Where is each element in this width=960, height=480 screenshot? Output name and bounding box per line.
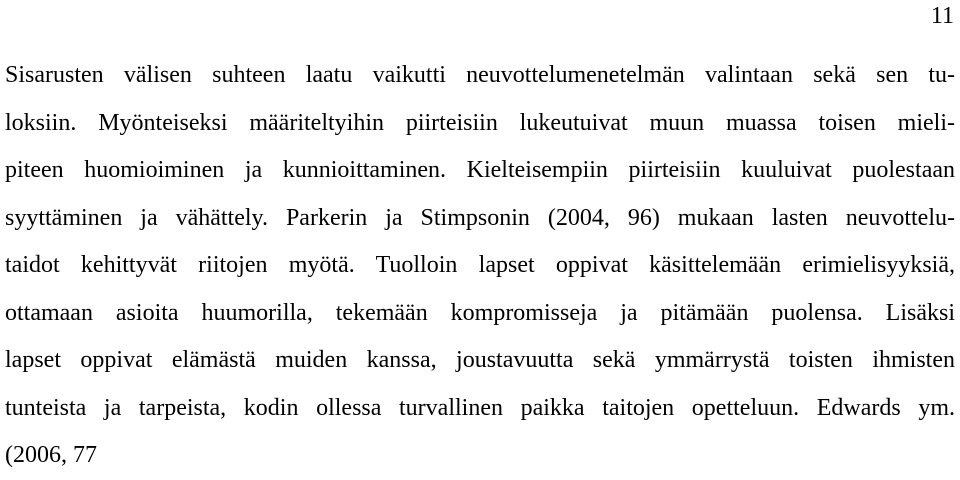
paragraph-line: syyttäminen ja vähättely. Parkerin ja Stimpsonin (2004, 96) mukaan lasten neuvottelu- <box>5 204 955 231</box>
paragraph-line: piteen huomioiminen ja kunnioittaminen. Kielteisempiin piirteisiin kuuluivat puolestaan <box>5 157 955 183</box>
paragraph-line: loksiin. Myönteiseksi määriteltyihin piirteisiin lukeutuivat muun muassa toisen mieli- <box>5 109 955 136</box>
body-paragraph <box>5 52 955 480</box>
paragraph-line: lapset oppivat elämästä muiden kanssa, joustavuutta sekä ymmärrystä toisten ihmisten <box>5 347 955 373</box>
paragraph-line: taidot kehittyvät riitojen myötä. Tuolloin lapset oppivat käsittelemään erimielisyyksiä, <box>5 252 955 278</box>
paragraph-line: ottamaan asioita huumorilla, tekemään kompromisseja ja pitämään puolensa. Lisäksi <box>5 299 955 326</box>
page-number: 11 <box>930 3 954 29</box>
paragraph-line: (2006, 77 <box>5 442 97 468</box>
paragraph-line: tunteista ja tarpeista, kodin ollessa turvallinen paikka taitojen opetteluun. Edwards ym. <box>5 394 955 421</box>
paragraph-line: Sisarusten välisen suhteen laatu vaikutti neuvottelumenetelmän valintaan sekä sen tu- <box>5 62 955 88</box>
